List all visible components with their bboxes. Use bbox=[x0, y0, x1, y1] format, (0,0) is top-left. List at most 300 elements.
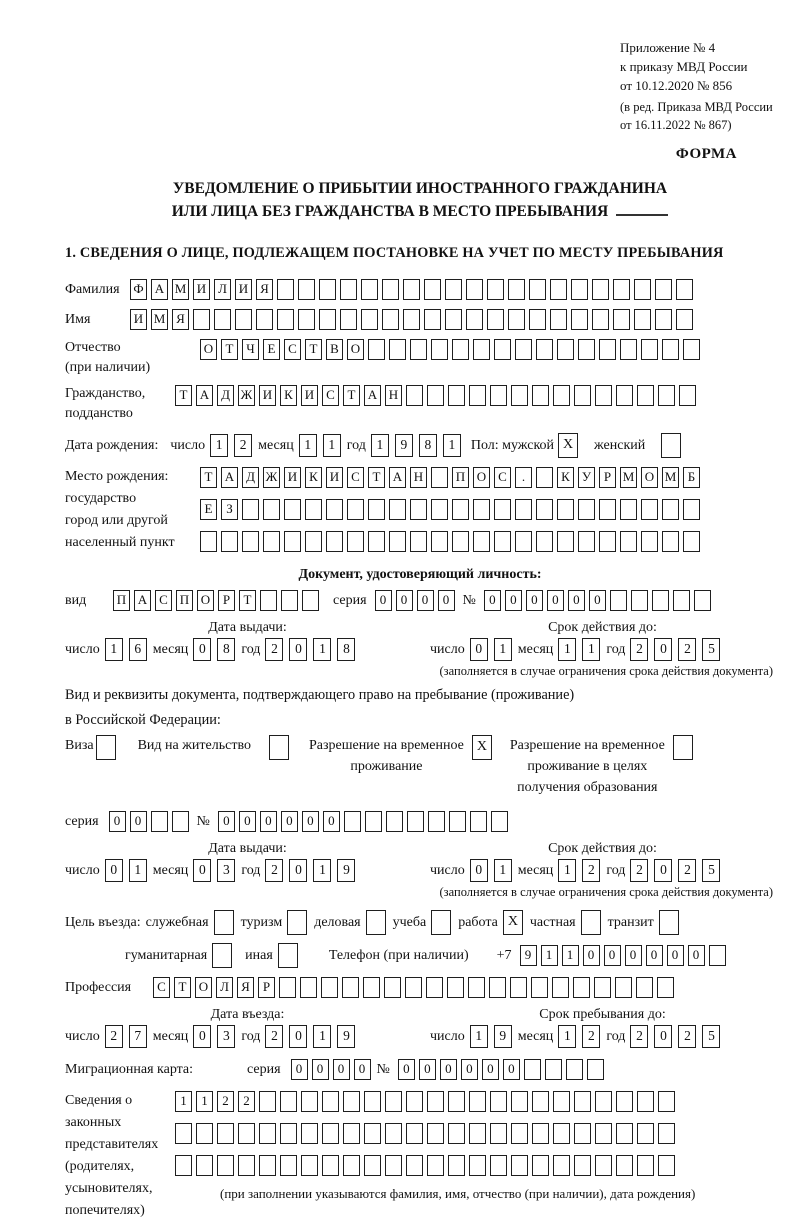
profession-field-cell[interactable] bbox=[426, 977, 443, 998]
birthplace-line1-cell[interactable]: Б bbox=[683, 467, 700, 488]
birthplace-line1-cell[interactable]: Т bbox=[200, 467, 217, 488]
doc-number-field-cell[interactable] bbox=[694, 590, 711, 611]
permit-issue-year-cell[interactable]: 9 bbox=[337, 859, 355, 882]
profession-field-cell[interactable] bbox=[279, 977, 296, 998]
purpose-humanitarian-checkbox[interactable] bbox=[212, 943, 232, 968]
permit-valid-year-cell[interactable]: 2 bbox=[630, 859, 648, 882]
surname-field-cell[interactable] bbox=[319, 279, 336, 300]
doc-issue-month-cell[interactable]: 0 bbox=[193, 638, 211, 661]
birthplace-line3-cell[interactable] bbox=[515, 531, 532, 552]
citizenship-field-cell[interactable] bbox=[553, 385, 570, 406]
representatives-line2-cell[interactable] bbox=[469, 1123, 486, 1144]
birthplace-line1-cell[interactable]: А bbox=[221, 467, 238, 488]
sex-female-checkbox[interactable] bbox=[661, 433, 681, 458]
migration-number-field-cell[interactable] bbox=[587, 1059, 604, 1080]
representatives-line3-cell[interactable] bbox=[637, 1155, 654, 1176]
birthplace-line1-cell[interactable]: К bbox=[305, 467, 322, 488]
representatives-line3-cell[interactable] bbox=[532, 1155, 549, 1176]
permit-valid-day-cell[interactable]: 0 bbox=[470, 859, 488, 882]
name-field-cell[interactable] bbox=[340, 309, 357, 330]
birthplace-line2-cell[interactable] bbox=[494, 499, 511, 520]
profession-field-cell[interactable] bbox=[489, 977, 506, 998]
birthplace-line3-cell[interactable] bbox=[620, 531, 637, 552]
doc-series-field-cell[interactable]: 0 bbox=[417, 590, 434, 611]
patronymic-field-cell[interactable] bbox=[620, 339, 637, 360]
patronymic-field-cell[interactable]: С bbox=[284, 339, 301, 360]
doc-number-field-cell[interactable]: 0 bbox=[589, 590, 606, 611]
birthplace-line2-cell[interactable] bbox=[263, 499, 280, 520]
name-field-cell[interactable] bbox=[424, 309, 441, 330]
birthplace-line3-cell[interactable] bbox=[641, 531, 658, 552]
representatives-line1-cell[interactable] bbox=[322, 1091, 339, 1112]
representatives-line1-cell[interactable] bbox=[385, 1091, 402, 1112]
name-field-cell[interactable] bbox=[256, 309, 273, 330]
sex-male-checkbox[interactable]: X bbox=[558, 433, 578, 458]
doc-issue-day-cell[interactable]: 6 bbox=[129, 638, 147, 661]
representatives-line2-cell[interactable] bbox=[658, 1123, 675, 1144]
representatives-line2-cell[interactable] bbox=[427, 1123, 444, 1144]
representatives-line1-cell[interactable] bbox=[595, 1091, 612, 1112]
representatives-line3-cell[interactable] bbox=[595, 1155, 612, 1176]
permit-valid-year-cell[interactable]: 0 bbox=[654, 859, 672, 882]
representatives-line1-cell[interactable] bbox=[280, 1091, 297, 1112]
citizenship-field-cell[interactable] bbox=[658, 385, 675, 406]
profession-field-cell[interactable] bbox=[405, 977, 422, 998]
surname-field-cell[interactable] bbox=[571, 279, 588, 300]
representatives-line2-cell[interactable] bbox=[616, 1123, 633, 1144]
citizenship-field-cell[interactable]: А bbox=[196, 385, 213, 406]
birth-day-cell[interactable]: 1 bbox=[210, 434, 228, 457]
birthplace-line2-cell[interactable] bbox=[326, 499, 343, 520]
doc-number-field-cell[interactable]: 0 bbox=[484, 590, 501, 611]
entry-day-cell[interactable]: 7 bbox=[129, 1025, 147, 1048]
permit-number-field-cell[interactable]: 0 bbox=[260, 811, 277, 832]
doc-valid-month-cell[interactable]: 1 bbox=[582, 638, 600, 661]
representatives-line2-cell[interactable] bbox=[490, 1123, 507, 1144]
representatives-line3-cell[interactable] bbox=[259, 1155, 276, 1176]
representatives-line2-cell[interactable] bbox=[259, 1123, 276, 1144]
patronymic-field-cell[interactable] bbox=[578, 339, 595, 360]
profession-field-cell[interactable] bbox=[657, 977, 674, 998]
birthplace-line1-cell[interactable]: А bbox=[389, 467, 406, 488]
representatives-line3-cell[interactable] bbox=[574, 1155, 591, 1176]
surname-field-cell[interactable] bbox=[592, 279, 609, 300]
doc-series-field-cell[interactable]: 0 bbox=[438, 590, 455, 611]
migration-number-field-cell[interactable]: 0 bbox=[419, 1059, 436, 1080]
birth-month-cell[interactable]: 1 bbox=[299, 434, 317, 457]
permit-valid-month-cell[interactable]: 2 bbox=[582, 859, 600, 882]
name-field-cell[interactable] bbox=[214, 309, 231, 330]
surname-field-cell[interactable] bbox=[277, 279, 294, 300]
surname-field-cell[interactable]: А bbox=[151, 279, 168, 300]
patronymic-field-cell[interactable] bbox=[452, 339, 469, 360]
citizenship-field-cell[interactable] bbox=[469, 385, 486, 406]
representatives-line1-cell[interactable] bbox=[301, 1091, 318, 1112]
name-field-cell[interactable]: И bbox=[130, 309, 147, 330]
representatives-line3-cell[interactable] bbox=[238, 1155, 255, 1176]
representatives-line2-cell[interactable] bbox=[511, 1123, 528, 1144]
representatives-line2-cell[interactable] bbox=[385, 1123, 402, 1144]
name-field-cell[interactable] bbox=[613, 309, 630, 330]
profession-field-cell[interactable]: О bbox=[195, 977, 212, 998]
doc-number-field-cell[interactable] bbox=[652, 590, 669, 611]
permit-number-field-cell[interactable] bbox=[365, 811, 382, 832]
doc-type-field-cell[interactable] bbox=[260, 590, 277, 611]
profession-field-cell[interactable] bbox=[321, 977, 338, 998]
patronymic-field-cell[interactable] bbox=[368, 339, 385, 360]
entry-month-cell[interactable]: 0 bbox=[193, 1025, 211, 1048]
permit-issue-year-cell[interactable]: 2 bbox=[265, 859, 283, 882]
birthplace-line2-cell[interactable] bbox=[557, 499, 574, 520]
purpose-private-checkbox[interactable] bbox=[581, 910, 601, 935]
entry-day-cell[interactable]: 2 bbox=[105, 1025, 123, 1048]
representatives-line3-cell[interactable] bbox=[448, 1155, 465, 1176]
representatives-line1-cell[interactable] bbox=[637, 1091, 654, 1112]
migration-series-field-cell[interactable]: 0 bbox=[354, 1059, 371, 1080]
patronymic-field-cell[interactable]: О bbox=[200, 339, 217, 360]
birthplace-line3-cell[interactable] bbox=[452, 531, 469, 552]
representatives-line1-cell[interactable]: 2 bbox=[217, 1091, 234, 1112]
citizenship-field-cell[interactable] bbox=[490, 385, 507, 406]
birthplace-line3-cell[interactable] bbox=[305, 531, 322, 552]
migration-number-field-cell[interactable]: 0 bbox=[440, 1059, 457, 1080]
surname-field-cell[interactable] bbox=[655, 279, 672, 300]
representatives-line3-cell[interactable] bbox=[427, 1155, 444, 1176]
birthplace-line2-cell[interactable] bbox=[368, 499, 385, 520]
birthplace-line2-cell[interactable] bbox=[578, 499, 595, 520]
doc-valid-year-cell[interactable]: 0 bbox=[654, 638, 672, 661]
doc-type-field-cell[interactable]: П bbox=[113, 590, 130, 611]
representatives-line3-cell[interactable] bbox=[343, 1155, 360, 1176]
profession-field-cell[interactable] bbox=[447, 977, 464, 998]
permit-number-field-cell[interactable]: 0 bbox=[281, 811, 298, 832]
name-field-cell[interactable] bbox=[382, 309, 399, 330]
doc-issue-year-cell[interactable]: 2 bbox=[265, 638, 283, 661]
name-field-cell[interactable] bbox=[403, 309, 420, 330]
representatives-line2-cell[interactable] bbox=[595, 1123, 612, 1144]
birthplace-line2-cell[interactable]: З bbox=[221, 499, 238, 520]
profession-field-cell[interactable]: Р bbox=[258, 977, 275, 998]
patronymic-field-cell[interactable] bbox=[494, 339, 511, 360]
stay-month-cell[interactable]: 1 bbox=[558, 1025, 576, 1048]
doc-type-field-cell[interactable] bbox=[302, 590, 319, 611]
name-field-cell[interactable] bbox=[487, 309, 504, 330]
birthplace-line3-cell[interactable] bbox=[578, 531, 595, 552]
permit-series-field-cell[interactable] bbox=[151, 811, 168, 832]
birthplace-line3-cell[interactable] bbox=[284, 531, 301, 552]
profession-field-cell[interactable] bbox=[594, 977, 611, 998]
birthplace-line2-cell[interactable] bbox=[389, 499, 406, 520]
birthplace-line2-cell[interactable] bbox=[410, 499, 427, 520]
birthplace-line3-cell[interactable] bbox=[242, 531, 259, 552]
name-field-cell[interactable] bbox=[634, 309, 651, 330]
birthplace-line1-cell[interactable]: Д bbox=[242, 467, 259, 488]
patronymic-field-cell[interactable]: В bbox=[326, 339, 343, 360]
birthplace-line3-cell[interactable] bbox=[410, 531, 427, 552]
profession-field-cell[interactable] bbox=[342, 977, 359, 998]
name-field-cell[interactable] bbox=[508, 309, 525, 330]
doc-valid-day-cell[interactable]: 0 bbox=[470, 638, 488, 661]
profession-field-cell[interactable] bbox=[384, 977, 401, 998]
citizenship-field-cell[interactable]: К bbox=[280, 385, 297, 406]
birthplace-line3-cell[interactable] bbox=[389, 531, 406, 552]
entry-year-cell[interactable]: 9 bbox=[337, 1025, 355, 1048]
doc-type-field-cell[interactable]: А bbox=[134, 590, 151, 611]
name-field-cell[interactable] bbox=[529, 309, 546, 330]
permit-number-field-cell[interactable] bbox=[470, 811, 487, 832]
purpose-transit-checkbox[interactable] bbox=[659, 910, 679, 935]
citizenship-field-cell[interactable] bbox=[532, 385, 549, 406]
citizenship-field-cell[interactable]: Н bbox=[385, 385, 402, 406]
profession-field-cell[interactable] bbox=[552, 977, 569, 998]
migration-number-field-cell[interactable]: 0 bbox=[482, 1059, 499, 1080]
representatives-line1-cell[interactable]: 1 bbox=[175, 1091, 192, 1112]
doc-valid-day-cell[interactable]: 1 bbox=[494, 638, 512, 661]
patronymic-field-cell[interactable] bbox=[410, 339, 427, 360]
stay-year-cell[interactable]: 5 bbox=[702, 1025, 720, 1048]
migration-number-field-cell[interactable] bbox=[545, 1059, 562, 1080]
patronymic-field-cell[interactable]: Т bbox=[221, 339, 238, 360]
birthplace-line1-cell[interactable] bbox=[536, 467, 553, 488]
permit-issue-year-cell[interactable]: 1 bbox=[313, 859, 331, 882]
birthplace-line1-cell[interactable]: О bbox=[473, 467, 490, 488]
representatives-line1-cell[interactable] bbox=[574, 1091, 591, 1112]
profession-field-cell[interactable] bbox=[300, 977, 317, 998]
education-residence-checkbox[interactable] bbox=[673, 735, 693, 760]
surname-field-cell[interactable] bbox=[634, 279, 651, 300]
doc-issue-month-cell[interactable]: 8 bbox=[217, 638, 235, 661]
patronymic-field-cell[interactable]: О bbox=[347, 339, 364, 360]
birthplace-line3-cell[interactable] bbox=[662, 531, 679, 552]
birthplace-line3-cell[interactable] bbox=[368, 531, 385, 552]
migration-series-field-cell[interactable]: 0 bbox=[312, 1059, 329, 1080]
representatives-line2-cell[interactable] bbox=[217, 1123, 234, 1144]
patronymic-field-cell[interactable] bbox=[431, 339, 448, 360]
stay-year-cell[interactable]: 0 bbox=[654, 1025, 672, 1048]
patronymic-field-cell[interactable] bbox=[662, 339, 679, 360]
entry-month-cell[interactable]: 3 bbox=[217, 1025, 235, 1048]
surname-field-cell[interactable]: Л bbox=[214, 279, 231, 300]
name-field-cell[interactable] bbox=[445, 309, 462, 330]
phone-field-cell[interactable]: 0 bbox=[583, 945, 600, 966]
phone-field-cell[interactable]: 1 bbox=[541, 945, 558, 966]
citizenship-field-cell[interactable]: Д bbox=[217, 385, 234, 406]
surname-field-cell[interactable] bbox=[508, 279, 525, 300]
birthplace-line1-cell[interactable]: К bbox=[557, 467, 574, 488]
birth-year-cell[interactable]: 1 bbox=[443, 434, 461, 457]
representatives-line3-cell[interactable] bbox=[322, 1155, 339, 1176]
stay-day-cell[interactable]: 9 bbox=[494, 1025, 512, 1048]
doc-valid-year-cell[interactable]: 2 bbox=[630, 638, 648, 661]
purpose-tourism-checkbox[interactable] bbox=[287, 910, 307, 935]
permit-series-field-cell[interactable] bbox=[172, 811, 189, 832]
name-field-cell[interactable]: Я bbox=[172, 309, 189, 330]
name-field-cell[interactable] bbox=[655, 309, 672, 330]
phone-field-cell[interactable]: 0 bbox=[646, 945, 663, 966]
representatives-line2-cell[interactable] bbox=[637, 1123, 654, 1144]
doc-type-field-cell[interactable]: П bbox=[176, 590, 193, 611]
birthplace-line2-cell[interactable] bbox=[305, 499, 322, 520]
representatives-line1-cell[interactable] bbox=[511, 1091, 528, 1112]
permit-number-field-cell[interactable] bbox=[386, 811, 403, 832]
surname-field-cell[interactable] bbox=[550, 279, 567, 300]
profession-field-cell[interactable]: Л bbox=[216, 977, 233, 998]
birthplace-line2-cell[interactable] bbox=[662, 499, 679, 520]
doc-number-field-cell[interactable]: 0 bbox=[547, 590, 564, 611]
profession-field-cell[interactable]: Т bbox=[174, 977, 191, 998]
citizenship-field-cell[interactable]: Ж bbox=[238, 385, 255, 406]
doc-type-field-cell[interactable]: Т bbox=[239, 590, 256, 611]
migration-number-field-cell[interactable]: 0 bbox=[503, 1059, 520, 1080]
patronymic-field-cell[interactable]: Ч bbox=[242, 339, 259, 360]
name-field-cell[interactable] bbox=[361, 309, 378, 330]
surname-field-cell[interactable] bbox=[487, 279, 504, 300]
profession-field-cell[interactable] bbox=[531, 977, 548, 998]
birth-year-cell[interactable]: 9 bbox=[395, 434, 413, 457]
permit-issue-month-cell[interactable]: 3 bbox=[217, 859, 235, 882]
purpose-business-checkbox[interactable] bbox=[366, 910, 386, 935]
birthplace-line1-cell[interactable]: М bbox=[662, 467, 679, 488]
doc-issue-year-cell[interactable]: 0 bbox=[289, 638, 307, 661]
doc-series-field-cell[interactable]: 0 bbox=[396, 590, 413, 611]
representatives-line3-cell[interactable] bbox=[658, 1155, 675, 1176]
birthplace-line1-cell[interactable]: С bbox=[494, 467, 511, 488]
representatives-line3-cell[interactable] bbox=[280, 1155, 297, 1176]
birthplace-line2-cell[interactable] bbox=[599, 499, 616, 520]
patronymic-field-cell[interactable] bbox=[599, 339, 616, 360]
representatives-line2-cell[interactable] bbox=[301, 1123, 318, 1144]
representatives-line2-cell[interactable] bbox=[322, 1123, 339, 1144]
doc-type-field-cell[interactable]: О bbox=[197, 590, 214, 611]
permit-valid-year-cell[interactable]: 2 bbox=[678, 859, 696, 882]
birthplace-line1-cell[interactable]: Н bbox=[410, 467, 427, 488]
name-field-cell[interactable] bbox=[319, 309, 336, 330]
doc-number-field-cell[interactable] bbox=[610, 590, 627, 611]
migration-series-field-cell[interactable]: 0 bbox=[333, 1059, 350, 1080]
representatives-line1-cell[interactable] bbox=[406, 1091, 423, 1112]
birthplace-line1-cell[interactable]: С bbox=[347, 467, 364, 488]
name-field-cell[interactable] bbox=[277, 309, 294, 330]
birthplace-line2-cell[interactable]: Е bbox=[200, 499, 217, 520]
doc-issue-day-cell[interactable]: 1 bbox=[105, 638, 123, 661]
surname-field-cell[interactable] bbox=[298, 279, 315, 300]
representatives-line1-cell[interactable] bbox=[448, 1091, 465, 1112]
entry-year-cell[interactable]: 1 bbox=[313, 1025, 331, 1048]
stay-day-cell[interactable]: 1 bbox=[470, 1025, 488, 1048]
doc-valid-year-cell[interactable]: 5 bbox=[702, 638, 720, 661]
citizenship-field-cell[interactable] bbox=[595, 385, 612, 406]
permit-issue-day-cell[interactable]: 0 bbox=[105, 859, 123, 882]
surname-field-cell[interactable]: М bbox=[172, 279, 189, 300]
stay-month-cell[interactable]: 2 bbox=[582, 1025, 600, 1048]
migration-series-field-cell[interactable]: 0 bbox=[291, 1059, 308, 1080]
representatives-line3-cell[interactable] bbox=[364, 1155, 381, 1176]
doc-issue-year-cell[interactable]: 1 bbox=[313, 638, 331, 661]
permit-valid-month-cell[interactable]: 1 bbox=[558, 859, 576, 882]
birthplace-line2-cell[interactable] bbox=[515, 499, 532, 520]
birthplace-line3-cell[interactable] bbox=[599, 531, 616, 552]
surname-field-cell[interactable] bbox=[466, 279, 483, 300]
doc-number-field-cell[interactable] bbox=[631, 590, 648, 611]
representatives-line2-cell[interactable] bbox=[196, 1123, 213, 1144]
representatives-line1-cell[interactable] bbox=[364, 1091, 381, 1112]
permit-number-field-cell[interactable]: 0 bbox=[239, 811, 256, 832]
birthplace-line3-cell[interactable] bbox=[347, 531, 364, 552]
representatives-line1-cell[interactable] bbox=[427, 1091, 444, 1112]
birthplace-line1-cell[interactable]: Т bbox=[368, 467, 385, 488]
migration-number-field-cell[interactable] bbox=[524, 1059, 541, 1080]
phone-field-cell[interactable]: 0 bbox=[604, 945, 621, 966]
doc-valid-month-cell[interactable]: 1 bbox=[558, 638, 576, 661]
birthplace-line1-cell[interactable]: О bbox=[641, 467, 658, 488]
surname-field-cell[interactable] bbox=[676, 279, 693, 300]
name-field-cell[interactable] bbox=[550, 309, 567, 330]
patronymic-field-cell[interactable] bbox=[515, 339, 532, 360]
temporary-residence-checkbox[interactable]: X bbox=[472, 735, 492, 760]
birth-month-cell[interactable]: 1 bbox=[323, 434, 341, 457]
citizenship-field-cell[interactable] bbox=[448, 385, 465, 406]
citizenship-field-cell[interactable]: И bbox=[259, 385, 276, 406]
surname-field-cell[interactable] bbox=[424, 279, 441, 300]
citizenship-field-cell[interactable] bbox=[679, 385, 696, 406]
doc-valid-year-cell[interactable]: 2 bbox=[678, 638, 696, 661]
name-field-cell[interactable] bbox=[193, 309, 210, 330]
permit-issue-year-cell[interactable]: 0 bbox=[289, 859, 307, 882]
permit-series-field-cell[interactable]: 0 bbox=[109, 811, 126, 832]
name-field-cell[interactable] bbox=[298, 309, 315, 330]
entry-year-cell[interactable]: 2 bbox=[265, 1025, 283, 1048]
patronymic-field-cell[interactable] bbox=[473, 339, 490, 360]
birthplace-line3-cell[interactable] bbox=[326, 531, 343, 552]
citizenship-field-cell[interactable]: И bbox=[301, 385, 318, 406]
citizenship-field-cell[interactable]: Т bbox=[343, 385, 360, 406]
representatives-line1-cell[interactable] bbox=[553, 1091, 570, 1112]
surname-field-cell[interactable]: И bbox=[193, 279, 210, 300]
birthplace-line1-cell[interactable]: Ж bbox=[263, 467, 280, 488]
visa-checkbox[interactable] bbox=[96, 735, 116, 760]
birthplace-line3-cell[interactable] bbox=[683, 531, 700, 552]
birthplace-line3-cell[interactable] bbox=[473, 531, 490, 552]
doc-type-field-cell[interactable]: С bbox=[155, 590, 172, 611]
profession-field-cell[interactable] bbox=[573, 977, 590, 998]
representatives-line3-cell[interactable] bbox=[490, 1155, 507, 1176]
name-field-cell[interactable]: М bbox=[151, 309, 168, 330]
birthplace-line1-cell[interactable]: У bbox=[578, 467, 595, 488]
migration-number-field-cell[interactable] bbox=[566, 1059, 583, 1080]
birth-year-cell[interactable]: 1 bbox=[371, 434, 389, 457]
representatives-line1-cell[interactable] bbox=[343, 1091, 360, 1112]
stay-year-cell[interactable]: 2 bbox=[630, 1025, 648, 1048]
birth-year-cell[interactable]: 8 bbox=[419, 434, 437, 457]
representatives-line1-cell[interactable]: 1 bbox=[196, 1091, 213, 1112]
phone-field-cell[interactable]: 9 bbox=[520, 945, 537, 966]
doc-number-field-cell[interactable]: 0 bbox=[505, 590, 522, 611]
phone-field-cell[interactable] bbox=[709, 945, 726, 966]
doc-type-field-cell[interactable]: Р bbox=[218, 590, 235, 611]
phone-field-cell[interactable]: 0 bbox=[667, 945, 684, 966]
permit-issue-day-cell[interactable]: 1 bbox=[129, 859, 147, 882]
purpose-study-checkbox[interactable] bbox=[431, 910, 451, 935]
birthplace-line2-cell[interactable] bbox=[683, 499, 700, 520]
representatives-line2-cell[interactable] bbox=[448, 1123, 465, 1144]
representatives-line1-cell[interactable] bbox=[616, 1091, 633, 1112]
patronymic-field-cell[interactable] bbox=[641, 339, 658, 360]
patronymic-field-cell[interactable]: Е bbox=[263, 339, 280, 360]
representatives-line2-cell[interactable] bbox=[175, 1123, 192, 1144]
representatives-line2-cell[interactable] bbox=[406, 1123, 423, 1144]
birthplace-line3-cell[interactable] bbox=[431, 531, 448, 552]
surname-field-cell[interactable]: Ф bbox=[130, 279, 147, 300]
